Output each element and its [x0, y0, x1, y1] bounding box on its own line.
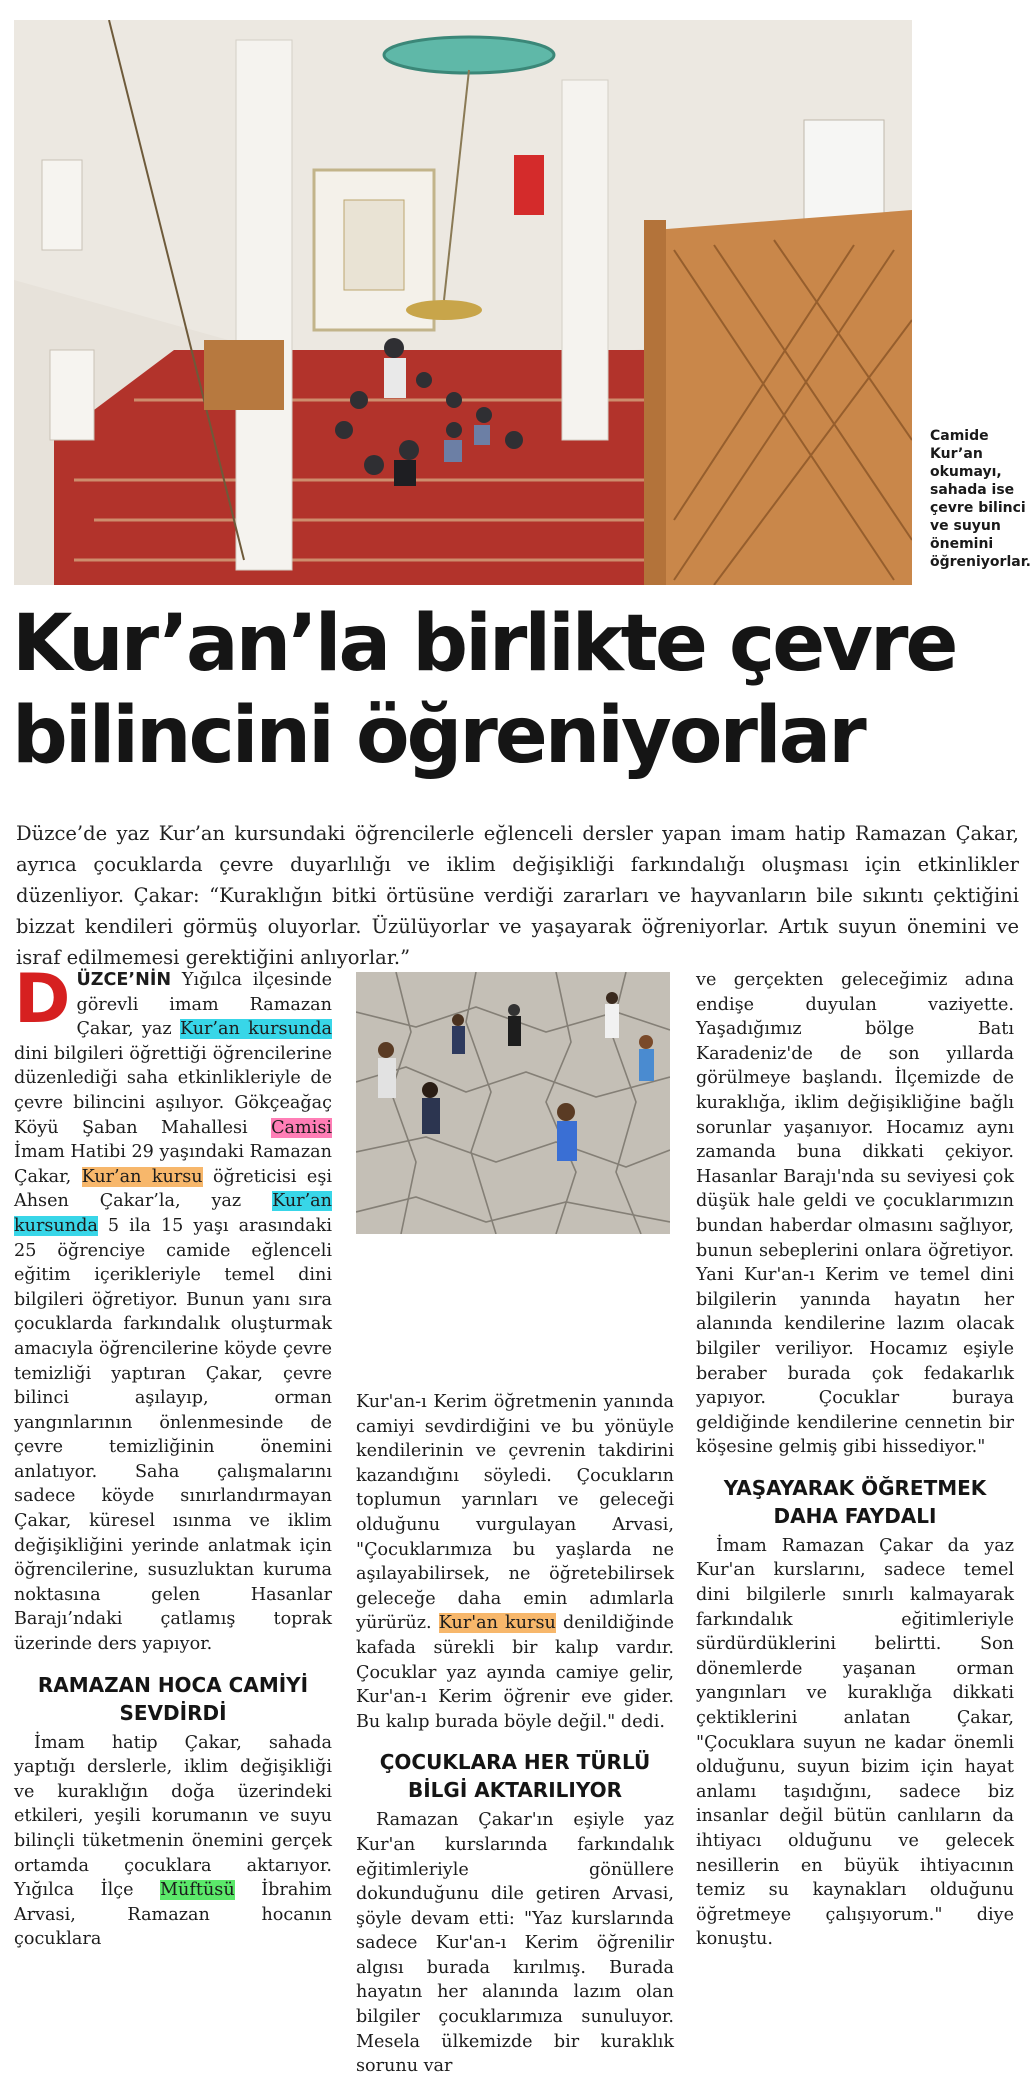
article-column-3 [696, 968, 1014, 1952]
lead-word: ÜZCE’NİN [76, 970, 172, 990]
text-run: İmam Hatibi 29 yaşındaki Ramazan Çakar, [14, 1142, 332, 1187]
text-run: denildiğinde kafada sürekli bir kalıp vardır. Çocuklar yaz ayında camiye gelir, Kur'an-ı Kerim öğrenir eve gider. Bu kalıp burada böyle değil." dedi. [356, 1613, 674, 1732]
lead-paragraph: Düzce’de yaz Kur’an kursundaki öğrencilerle eğlenceli dersler yapan imam hatip Ramazan Çakar, ayrıca çocuklarda çevre duyarlılığı ve iklim değişikliği farkındalığı oluşması için etkinlikler düzenliyor. Çakar: “Kuraklığın bitki örtüsüne verdiği zararları ve hayvanların bile sıkıntı çektiğini bizzat kendileri görmüş oluyorlar. Üzülüyorlar ve yaşayarak öğreniyorlar. Artık suyun önemini ve israf edilmemesi gerektiğini anlıyorlar.” [16, 822, 1019, 969]
drop-cap: D [14, 960, 71, 1039]
headline [12, 598, 1027, 782]
subhead-cocuklara: ÇOCUKLARA HER TÜRLÜ BİLGİ AKTARILIYOR [379, 1750, 651, 1803]
col3-paragraph-1: ve gerçekten geleceğimiz adına endişe duyulan vaziyette. Yaşadığımız bölge Batı Karadeniz'de de son yıllarda görülmeye başlandı. İlçemizde de kuraklığa, iklim değişikliğine bağlı sorunlar yaşanıyor. Hocamız aynı zamanda buna dikkati çekiyor. Hasanlar Barajı'nda su seviyesi çok düşük hale geldi ve çocuklarımızın bundan haberdar olmasını sağlıyor, bunun sebeplerini onlara öğretiyor. Yani Kur'an-ı Kerim ve temel dini bilgilerin yanında hayatın her alanında kendilerine lazım olacak bilgiler veriliyor. Hocamız eşiyle beraber burada çok fedakarlık yapıyor. Çocuklar buraya geldiğinde kendilerine cennetin bir köşesine gelmiş gibi hissediyor." [696, 970, 1014, 1458]
caption-text: Camide Kur’an okumayı, sahada ise çevre bilinci ve suyun önemini öğreniyorlar. [930, 428, 1031, 570]
highlight: Kur’an kursunda [179, 1019, 332, 1040]
highlight: Kur’an kursunda [14, 1191, 332, 1236]
highlight: Kur'an kursu [438, 1613, 556, 1634]
col3-paragraph-2: İmam Ramazan Çakar da yaz Kur'an kurslarını, sadece temel dini bilgilerle sınırlı kalmayarak farkındalık eğitimleriyle sürdürdüklerini belirtti. Son dönemlerde yaşanan orman yangınları ve kuraklığa dikkati çektiklerini anlatan Çakar, "Çocuklara suyun ne kadar önemli olduğunu, suyun bizim için hayat anlamı taşıdığını, sadece biz insanlar değil bütün canlıların da ihtiyacı olduğunu ve gelecek nesillerin en büyük ihtiyacının temiz su kaynakları olduğunu öğretmeye çalışıyorum." diye konuştu. [696, 1535, 1014, 1950]
headline-line-1: Kur’an’la birlikte çevre [12, 599, 956, 689]
mosque-photo [14, 20, 912, 585]
col1-paragraph-2 [14, 1731, 332, 1952]
col1-paragraph-1 [14, 960, 332, 1657]
subhead-ramazan-hoca: RAMAZAN HOCA CAMİYİ SEVDİRDİ [37, 1672, 309, 1725]
headline-line-2: bilincini öğreniyorlar [12, 691, 864, 781]
text-run: öğreticisi eşi Ahsen Çakar’la, yaz [14, 1166, 332, 1212]
text-run: dini bilgileri öğrettiği öğrencilerine düzenlediği saha etkinlikleriyle de çevre bilincini aşılıyor. Gökçeağaç Köyü Şaban Mahallesi [14, 1043, 332, 1138]
article-column-1 [14, 960, 332, 1952]
text-run: Kur'an-ı Kerim öğretmenin yanında camiyi sevdirdiğini ve bu yönüyle kendilerinin ve çevrenin takdirini kazandığını söyledi. Çocukların toplumun yarınları ve geleceği olduğunu vurgulayan Arvasi, "Çocuklarımıza bu yaşlarda ne aşılayabilirsek, ne öğretebilirsek geleceğe daha emin adımlarla yürürüz. [356, 1392, 674, 1634]
text-run: Yığılca ilçesinde görevli imam Ramazan Çakar, yaz [76, 970, 332, 1040]
highlight: Kur’an kursu [81, 1166, 203, 1187]
cracked-earth-photo [356, 972, 670, 1234]
text-run: 5 ila 15 yaşı arasındaki 25 öğrenciye camide eğlenceli eğitim içerikleriyle temel dini bilgileri öğretiyor. Bunun yanı sıra çocuklarda farkındalık oluşturmak amacıyla öğrencilerine köyde çevre temizliği yaptıran Çakar, çevre bilinci aşılayıp, orman yangınlarının önlenmesinde de çevre temizliğinin önemini anlatıyor. Saha çalışmalarını sadece köyde sınırlandırmayan Çakar, küresel ısınma ve iklim değişikliğini yerinde anlatmak için öğrencilerine, susuzluktan kuruma noktasına gelen Hasanlar Barajı’ndaki çatlamış toprak üzerinde ders yapıyor. [14, 1215, 332, 1655]
article-column-2 [356, 1390, 674, 2079]
text-run: İmam hatip Çakar, sahada yaptığı derslerle, iklim değişikliği ve kuraklığın doğa üzerindeki etkileri, yeşili korumanın ve suyu bilinçli tüketmenin önemini gerçek ortamda çocuklara aktarıyor. Yığılca İlçe [14, 1732, 332, 1901]
text-run: İbrahim Arvasi, Ramazan hocanın çocuklara [14, 1880, 332, 1950]
highlight: Camisi [271, 1117, 332, 1138]
col2-paragraph-2: Ramazan Çakar'ın eşiyle yaz Kur'an kurslarında farkındalık eğitimleriyle gönüllere dokunduğunu dile getiren Arvasi, şöyle devam etti: "Yaz kurslarında sadece Kur'an-ı Kerim öğrenilir algısı burada kırılmış. Burada hayatın her alanında lazım olan bilgiler çocuklarımıza sunuluyor. Mesela ülkemizde bir kuraklık sorunu var [356, 1810, 674, 2077]
col2-paragraph-1 [356, 1390, 674, 1734]
highlight: Müftüsü [160, 1880, 235, 1901]
subhead-yasayarak: YAŞAYARAK ÖĞRETMEK DAHA FAYDALI [723, 1475, 987, 1528]
photo-caption [930, 427, 1030, 571]
